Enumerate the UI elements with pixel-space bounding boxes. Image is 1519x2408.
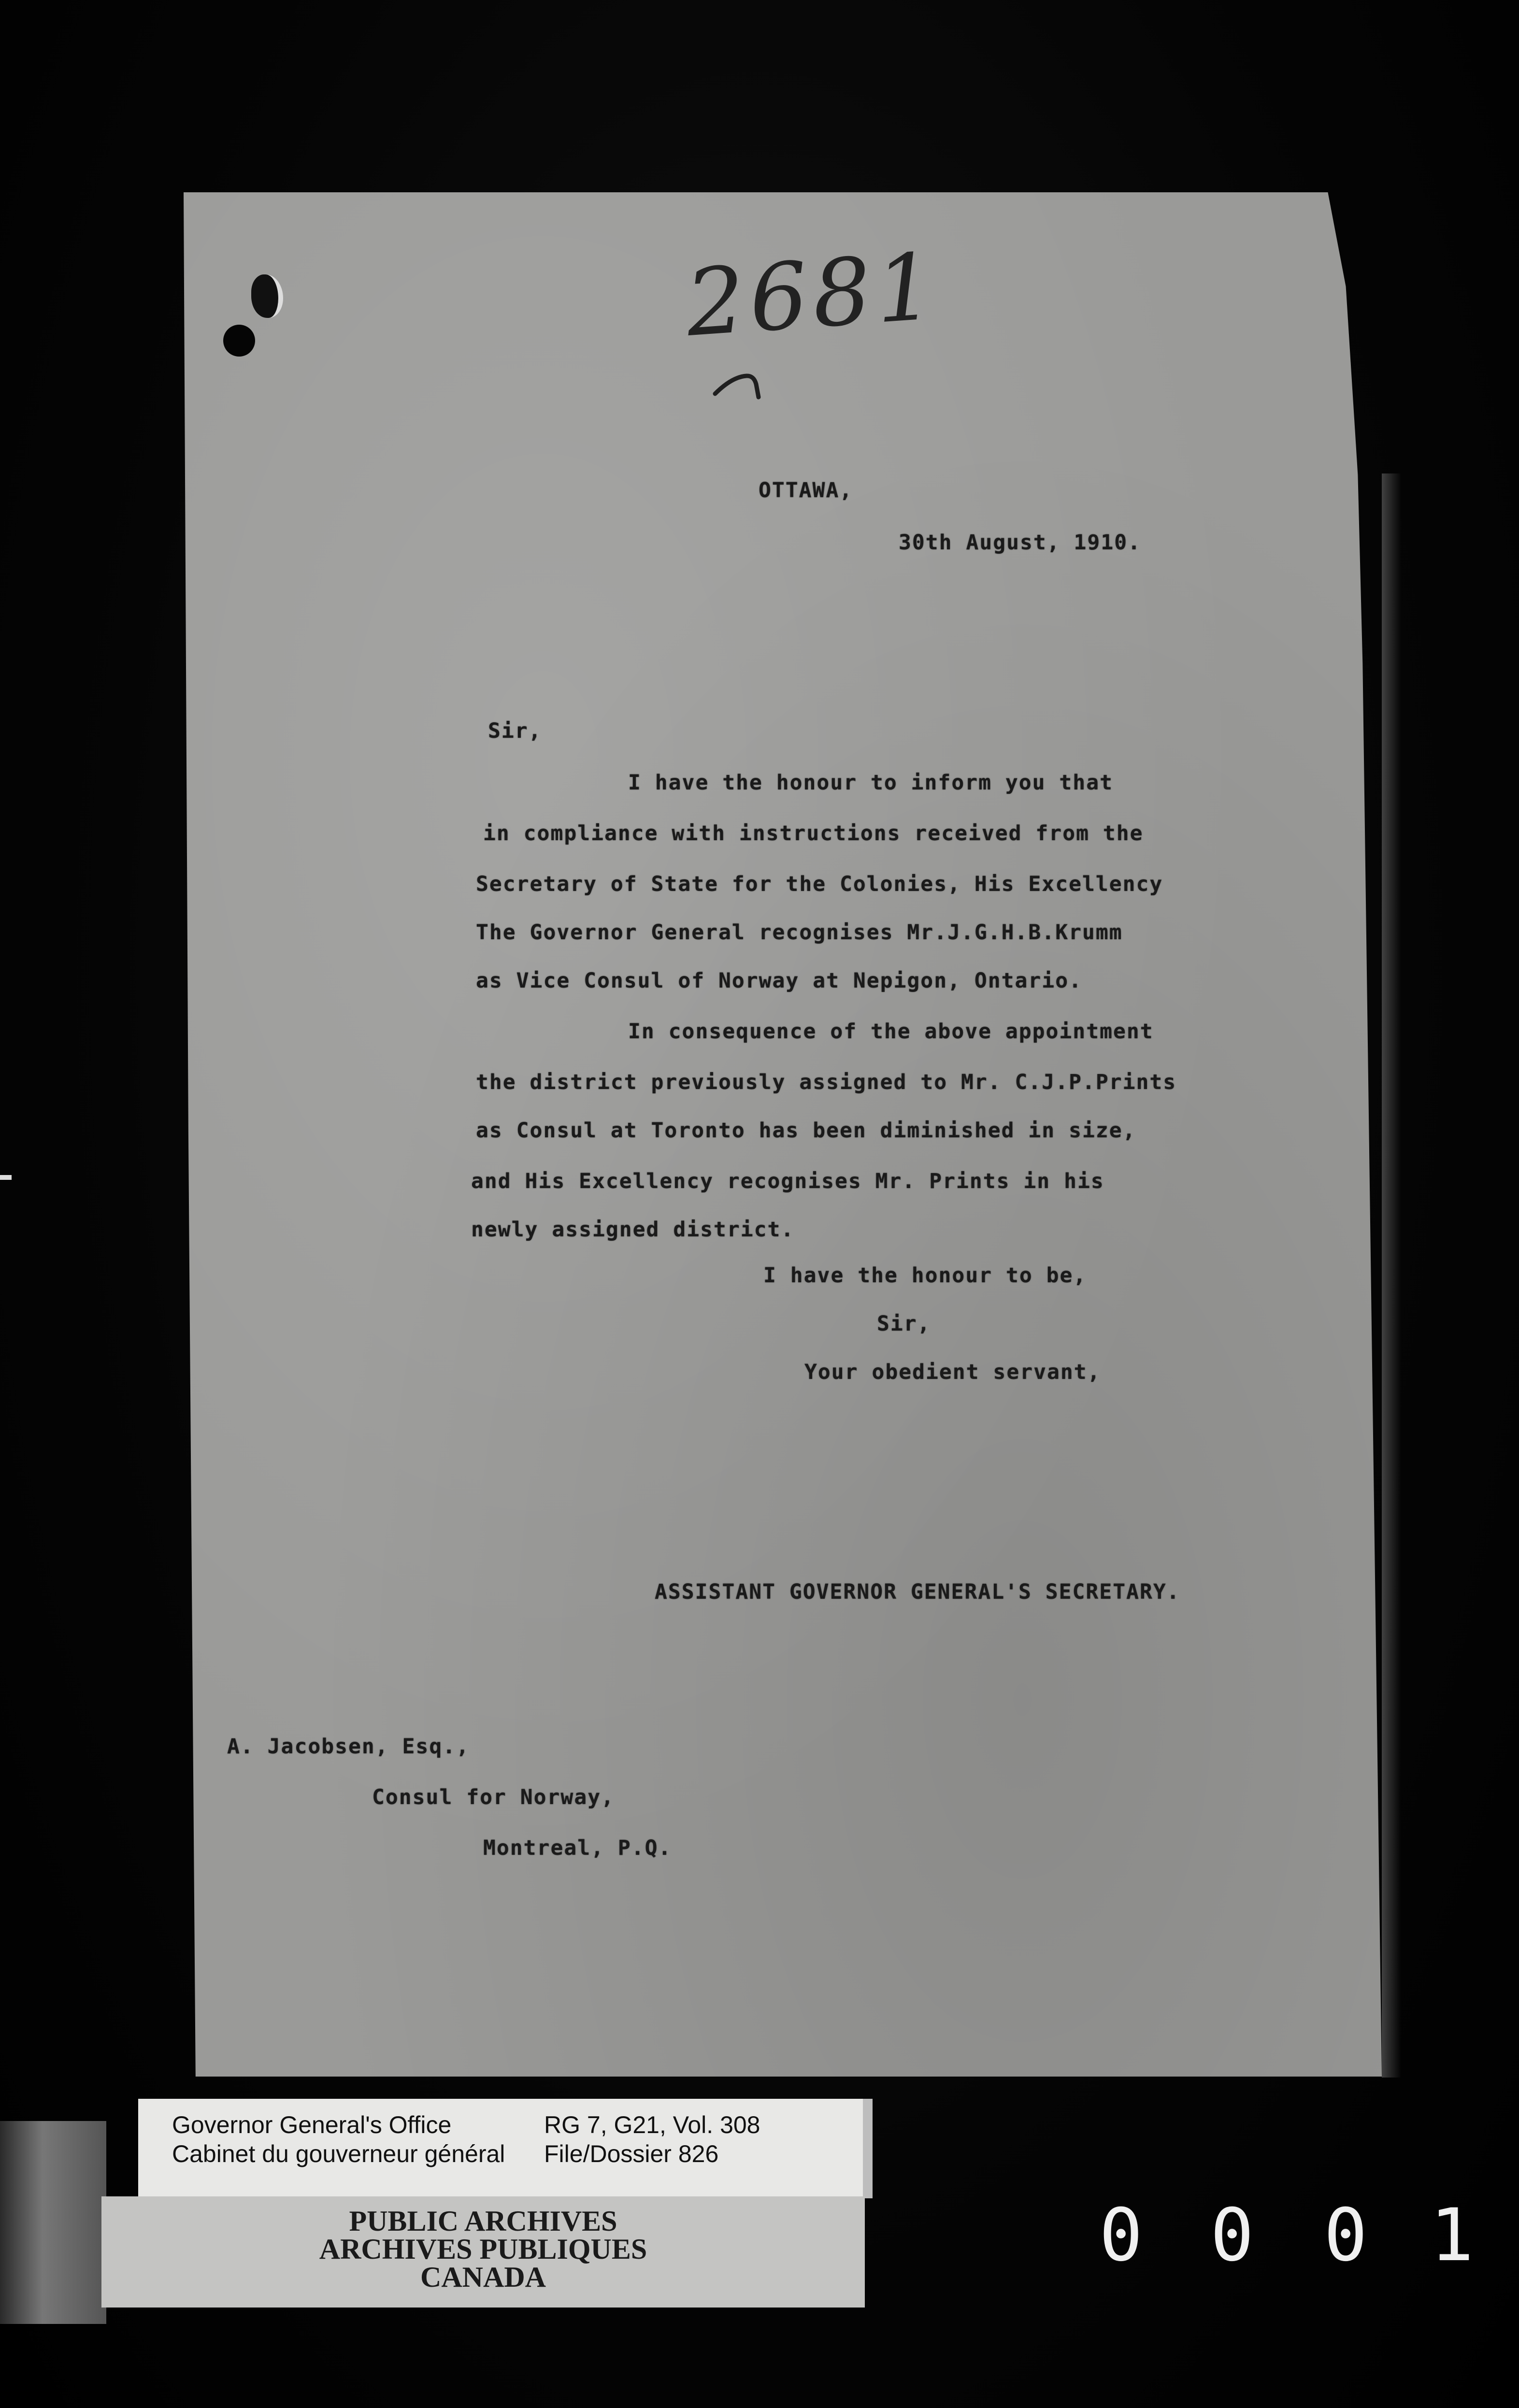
- stamp-line-country: CANADA: [420, 2261, 546, 2293]
- body-line: as Consul at Toronto has been diminished in size,: [476, 1118, 1136, 1143]
- office-name-english: Governor General's Office: [172, 2111, 452, 2138]
- closing-line: Sir,: [877, 1312, 931, 1336]
- body-line: Secretary of State for the Colonies, His Excellency: [476, 872, 1163, 896]
- record-group-reference: RG 7, G21, Vol. 308: [544, 2111, 760, 2138]
- letter-place: OTTAWA,: [759, 478, 853, 502]
- frame-digit: 0: [1099, 2193, 1143, 2278]
- handwritten-file-number: 2681: [682, 233, 943, 357]
- addressee-line: Montreal, P.Q.: [483, 1836, 672, 1860]
- body-line: I have the honour to inform you that: [628, 771, 1113, 795]
- body-line: as Vice Consul of Norway at Nepigon, Ontario.: [476, 969, 1082, 993]
- letter-date: 30th August, 1910.: [899, 530, 1141, 555]
- closing-line: I have the honour to be,: [763, 1263, 1087, 1288]
- stamp-line-french: ARCHIVES PUBLIQUES: [319, 2233, 647, 2265]
- body-line: newly assigned district.: [471, 1218, 795, 1242]
- archive-reference-label: [138, 2099, 873, 2198]
- body-line: In consequence of the above appointment: [628, 1019, 1154, 1044]
- file-reference: File/Dossier 826: [544, 2140, 719, 2167]
- closing-line: Your obedient servant,: [804, 1360, 1101, 1384]
- body-line: in compliance with instructions received from the: [483, 821, 1144, 846]
- addressee-line: Consul for Norway,: [372, 1785, 615, 1809]
- addressee-line: A. Jacobsen, Esq.,: [227, 1734, 470, 1759]
- handwritten-check-mark: [713, 367, 775, 401]
- frame-digit: 0: [1324, 2193, 1368, 2278]
- body-line: and His Excellency recognises Mr. Prints in his: [471, 1169, 1104, 1193]
- punch-hole: [223, 325, 255, 357]
- film-edge-mark: [0, 1175, 12, 1180]
- body-line: the district previously assigned to Mr. C.J.P.Prints: [476, 1070, 1177, 1094]
- page-edge-shadow: [1382, 473, 1401, 2078]
- letter-salutation: Sir,: [488, 719, 542, 743]
- stamp-line-english: PUBLIC ARCHIVES: [349, 2205, 617, 2237]
- frame-digit: 0: [1210, 2193, 1254, 2278]
- body-line: The Governor General recognises Mr.J.G.H.B.Krumm: [476, 920, 1123, 945]
- film-leader-strip: [0, 2121, 106, 2324]
- frame-digit: 1: [1430, 2193, 1474, 2278]
- signature-title: ASSISTANT GOVERNOR GENERAL'S SECRETARY.: [655, 1580, 1180, 1604]
- archives-stamp: [101, 2196, 865, 2308]
- office-name-french: Cabinet du gouverneur général: [172, 2140, 505, 2167]
